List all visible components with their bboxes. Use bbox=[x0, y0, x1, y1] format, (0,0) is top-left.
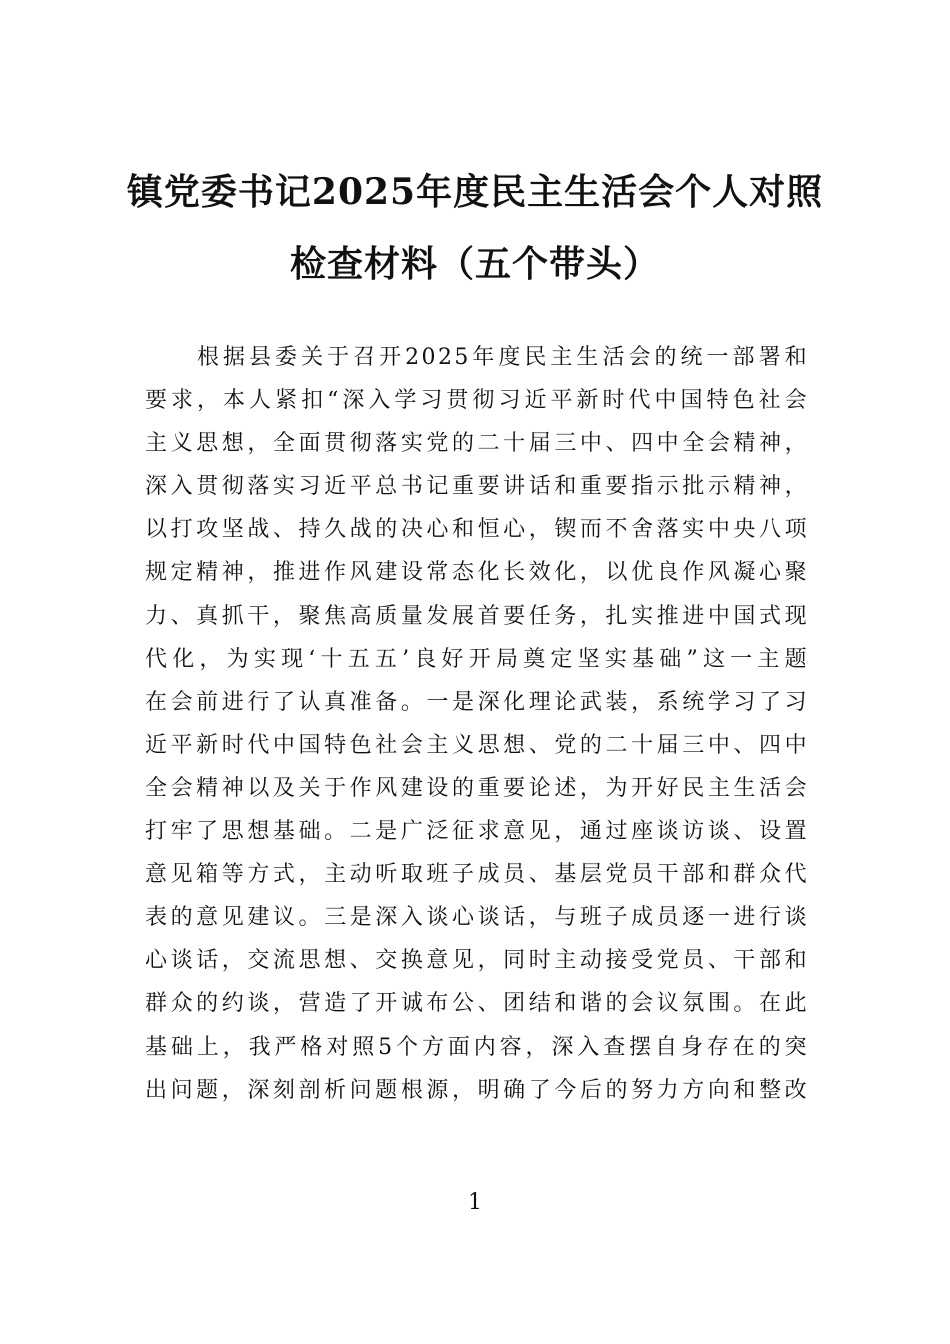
paragraph-line: 力、真抓干，聚焦高质量发展首要任务，扎实推进中国式现 bbox=[145, 603, 809, 629]
paragraph-line: 以打攻坚战、持久战的决心和恒心，锲而不舍落实中央八项 bbox=[145, 517, 809, 543]
document-title bbox=[100, 156, 850, 300]
page-number: 1 bbox=[468, 1190, 482, 1215]
paragraph-line: 在会前进行了认真准备。一是深化理论武装，系统学习了习 bbox=[145, 689, 809, 715]
paragraph-line: 群众的约谈，营造了开诚布公、团结和谐的会议氛围。在此 bbox=[145, 991, 809, 1017]
paragraph-line: 意见箱等方式，主动听取班子成员、基层党员干部和群众代 bbox=[145, 862, 809, 888]
paragraph-line: 全会精神以及关于作风建设的重要论述，为开好民主生活会 bbox=[145, 775, 809, 801]
body-paragraph bbox=[145, 336, 809, 1112]
paragraph-line: 要求，本人紧扣“深入学习贯彻习近平新时代中国特色社会 bbox=[145, 388, 809, 414]
paragraph-line: 出问题，深刻剖析问题根源，明确了今后的努力方向和整改 bbox=[145, 1077, 809, 1103]
paragraph-line: 规定精神，推进作风建设常态化长效化，以优良作风凝心聚 bbox=[145, 560, 809, 586]
paragraph-line: 主义思想，全面贯彻落实党的二十届三中、四中全会精神， bbox=[145, 431, 809, 457]
paragraph-line: 代化，为实现‘十五五’良好开局奠定坚实基础”这一主题 bbox=[145, 646, 809, 672]
paragraph-line: 根据县委关于召开2025年度民主生活会的统一部署和 bbox=[197, 345, 809, 370]
title-line: 镇党委书记2025年度民主生活会个人对照 bbox=[126, 171, 824, 213]
paragraph-line: 深入贯彻落实习近平总书记重要讲话和重要指示批示精神， bbox=[145, 474, 809, 500]
paragraph-line: 基础上，我严格对照5个方面内容，深入查摆自身存在的突 bbox=[145, 1034, 809, 1060]
title-line: 检查材料（五个带头） bbox=[289, 243, 660, 285]
paragraph-line: 打牢了思想基础。二是广泛征求意见，通过座谈访谈、设置 bbox=[145, 819, 809, 845]
paragraph-line: 表的意见建议。三是深入谈心谈话，与班子成员逐一进行谈 bbox=[145, 905, 809, 931]
paragraph-line: 近平新时代中国特色社会主义思想、党的二十届三中、四中 bbox=[145, 732, 809, 758]
paragraph-line: 心谈话，交流思想、交换意见，同时主动接受党员、干部和 bbox=[145, 948, 809, 974]
